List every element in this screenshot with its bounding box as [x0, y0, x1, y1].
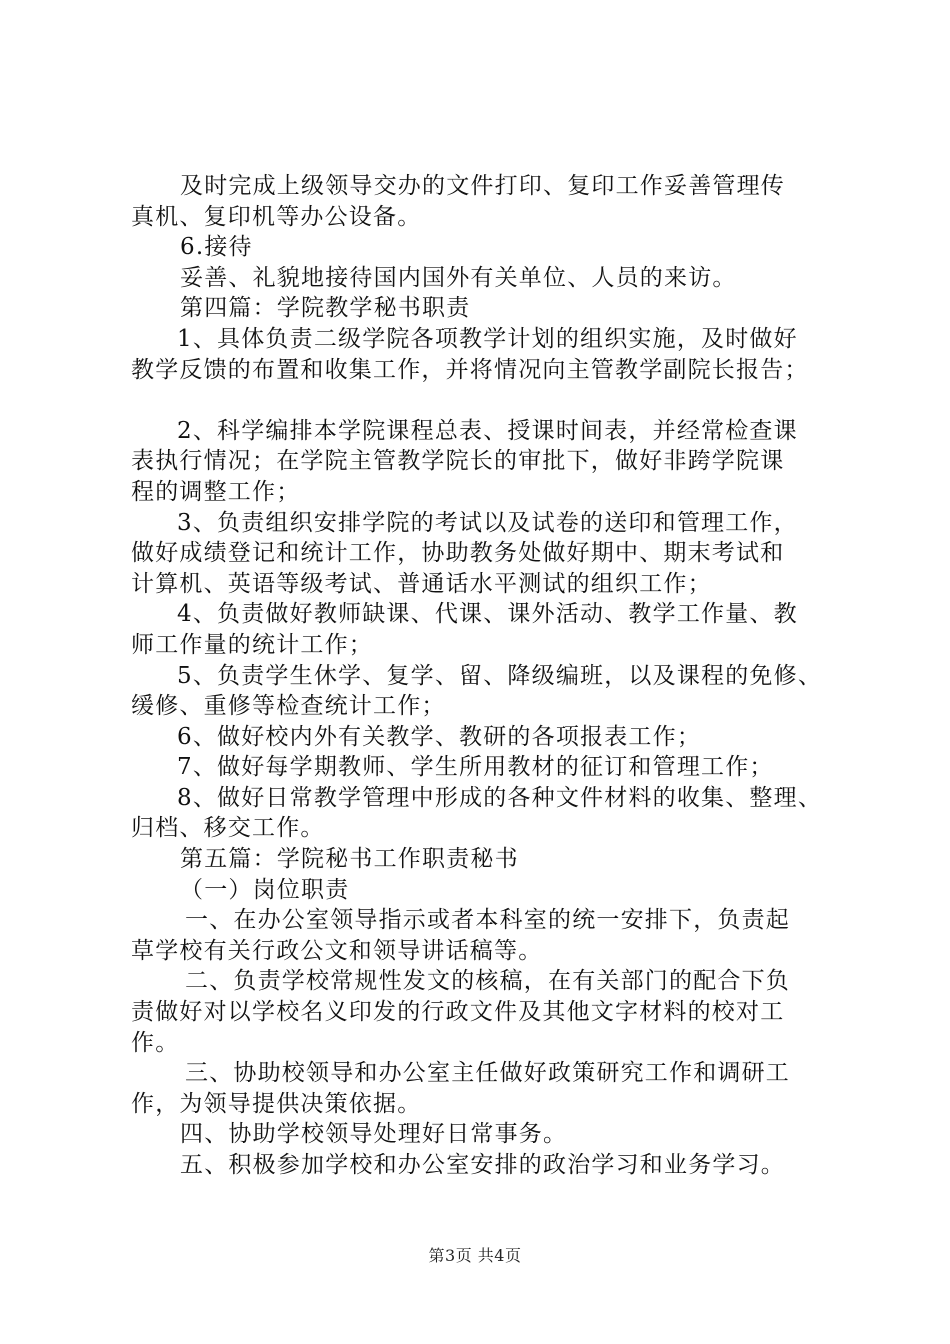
paragraph-line: 归档、移交工作。 [131, 815, 325, 842]
paragraph-line: 做好成绩登记和统计工作，协助教务处做好期中、期末考试和 [131, 540, 785, 567]
paragraph-line: 责做好对以学校名义印发的行政文件及其他文字材料的校对工 [131, 999, 785, 1026]
section-heading: 6.接待 [180, 234, 253, 261]
paragraph-line: 7、做好每学期教师、学生所用教材的征订和管理工作； [177, 754, 774, 781]
page-number-footer: 第3页 共4页 [428, 1246, 522, 1265]
paragraph-line: 2、科学编排本学院课程总表、授课时间表，并经常检查课 [177, 417, 798, 444]
paragraph-line: 5、负责学生休学、复学、留、降级编班，以及课程的免修、 [177, 662, 823, 689]
paragraph-line: 3、负责组织安排学院的考试以及试卷的送印和管理工作， [177, 509, 798, 536]
paragraph-line: 四、协助学校领导处理好日常事务。 [180, 1121, 568, 1148]
paragraph-line: 计算机、英语等级考试、普通话水平测试的组织工作； [131, 570, 712, 597]
paragraph-line: 教学反馈的布置和收集工作，并将情况向主管教学副院长报告； [131, 356, 809, 383]
paragraph-line: 1、具体负责二级学院各项教学计划的组织实施，及时做好 [177, 325, 798, 352]
chapter-heading: 第五篇：学院秘书工作职责秘书 [180, 846, 519, 873]
paragraph-line: 及时完成上级领导交办的文件打印、复印工作妥善管理传 [180, 173, 785, 199]
blank-line [131, 385, 851, 416]
paragraph-line: 草学校有关行政公文和领导讲话稿等。 [131, 937, 543, 964]
paragraph-line: 4、负责做好教师缺课、代课、课外活动、教学工作量、教 [177, 601, 798, 628]
chapter-heading: 第四篇：学院教学秘书职责 [180, 295, 471, 322]
paragraph-line: 作。 [131, 1029, 180, 1056]
paragraph-line: 一、在办公室领导指示或者本科室的统一安排下，负责起 [185, 907, 790, 934]
paragraph-line: 表执行情况；在学院主管教学院长的审批下，做好非跨学院课 [131, 448, 785, 475]
paragraph-line: 8、做好日常教学管理中形成的各种文件材料的收集、整理、 [177, 784, 823, 811]
paragraph-line: 三、协助校领导和办公室主任做好政策研究工作和调研工 [185, 1060, 790, 1087]
paragraph-line: 妥善、礼貌地接待国内国外有关单位、人员的来访。 [180, 264, 737, 291]
section-heading: （一）岗位职责 [180, 876, 350, 903]
paragraph-line: 程的调整工作； [131, 478, 301, 505]
paragraph-line: 6、做好校内外有关教学、教研的各项报表工作； [177, 723, 702, 750]
paragraph-line: 五、积极参加学校和办公室安排的政治学习和业务学习。 [180, 1152, 785, 1178]
document-body [131, 171, 851, 1181]
paragraph-line: 二、负责学校常规性发文的核稿，在有关部门的配合下负 [185, 968, 790, 995]
paragraph-line: 真机、复印机等办公设备。 [131, 203, 422, 230]
paragraph-line: 师工作量的统计工作； [131, 631, 373, 658]
paragraph-line: 作，为领导提供决策依据。 [131, 1090, 422, 1117]
paragraph-line: 缓修、重修等检查统计工作； [131, 693, 446, 720]
